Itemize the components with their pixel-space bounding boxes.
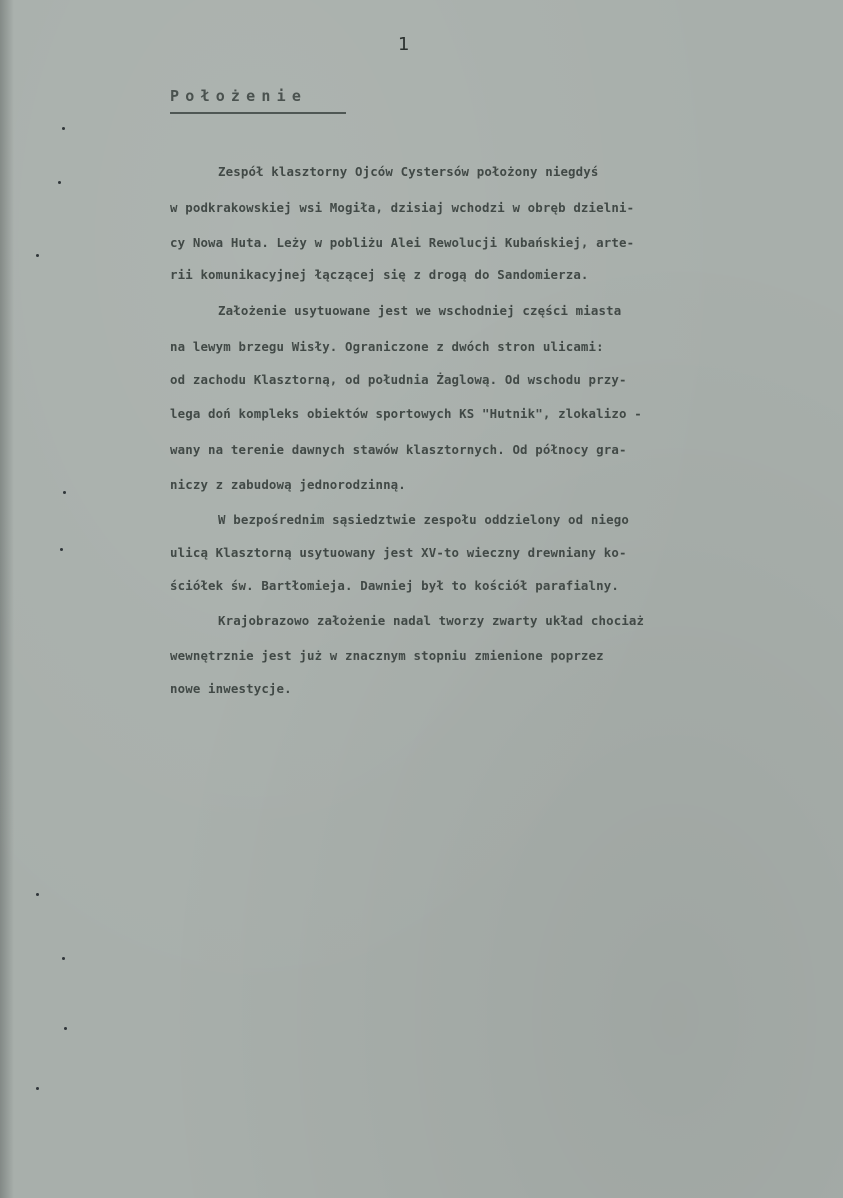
scan-speck — [60, 548, 63, 551]
body-line: rii komunikacyjnej łączącej się z drogą do Sandomierza. — [170, 267, 589, 282]
body-line: od zachodu Klasztorną, od południa Żaglową. Od wschodu przy- — [170, 372, 627, 387]
body-line: ulicą Klasztorną usytuowany jest XV-to wieczny drewniany ko- — [170, 545, 627, 560]
body-line: na lewym brzegu Wisły. Ograniczone z dwóch stron ulicami: — [170, 339, 604, 354]
scan-speck — [62, 127, 65, 130]
body-line: wany na terenie dawnych stawów klasztornych. Od północy gra- — [170, 442, 627, 457]
scan-edge-shadow — [0, 0, 14, 1198]
page-number: 1 — [398, 34, 410, 55]
scan-speck — [36, 1087, 39, 1090]
heading-underline — [170, 112, 346, 114]
body-line: Zespół klasztorny Ojców Cystersów położony niegdyś — [218, 164, 599, 179]
body-line: cy Nowa Huta. Leży w pobliżu Alei Rewolucji Kubańskiej, arte- — [170, 235, 635, 250]
body-line: Założenie usytuowane jest we wschodniej części miasta — [218, 303, 622, 318]
scan-speck — [64, 1027, 67, 1030]
body-line: nowe inwestycje. — [170, 681, 292, 696]
body-line: ściółek św. Bartłomieja. Dawniej był to kościół parafialny. — [170, 578, 619, 593]
scan-speck — [58, 181, 61, 184]
scan-speck — [63, 491, 66, 494]
scan-speck — [36, 254, 39, 257]
body-line: Krajobrazowo założenie nadal tworzy zwarty układ chociaż — [218, 613, 645, 628]
body-line: wewnętrznie jest już w znacznym stopniu zmienione poprzez — [170, 648, 604, 663]
body-line: w podkrakowskiej wsi Mogiła, dzisiaj wchodzi w obręb dzielni- — [170, 200, 635, 215]
scan-speck — [36, 893, 39, 896]
scan-speck — [62, 957, 65, 960]
body-line: W bezpośrednim sąsiedztwie zespołu oddzielony od niego — [218, 512, 629, 527]
body-line: niczy z zabudową jednorodzinną. — [170, 477, 406, 492]
body-line: lega doń kompleks obiektów sportowych KS "Hutnik", zlokalizo - — [170, 406, 642, 421]
section-heading: Położenie — [170, 87, 308, 105]
